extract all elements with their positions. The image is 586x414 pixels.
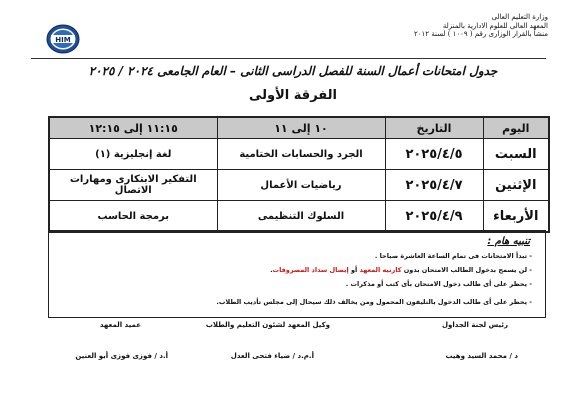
note-id-text-3: . (270, 266, 273, 274)
signature-title-dean: عميد المعهد (99, 321, 141, 329)
row-slot-2: برمجة الحاسب (49, 201, 217, 233)
row-date: ٢٠٢٥/٤/٩ (385, 201, 483, 233)
exam-schedule-table (48, 116, 550, 233)
row-day: السبت (483, 139, 549, 170)
note-id-text-2: أو (348, 266, 360, 274)
note-id-required (270, 266, 532, 274)
header-date: التاريخ (385, 117, 483, 139)
notes-title: تنبيه هام : (487, 236, 530, 247)
row-date: ٢٠٢٥/٤/٥ (385, 139, 483, 170)
table-header-row (49, 117, 549, 139)
signature-name-schedule-committee: د / محمد السيد وهيب (445, 352, 518, 360)
row-slot-1: رياضيات الأعمال (217, 170, 385, 201)
institute-logo (46, 24, 80, 54)
page-title: جدول امتحانات أعمال السنة للفصل الدراسى الثانى – العام الجامعى ٢٠٢٤ / ٢٠٢٥ (88, 64, 498, 78)
note-no-books: - يحظر على أى طالب دخول الامتحان بأى كتب أو مذكرات . (345, 280, 532, 288)
row-slot-2: التفكير الابتكارى ومهارات الاتصال (49, 170, 217, 201)
signature-title-schedule-committee: رئيس لجنة الجداول (441, 321, 508, 329)
note-no-phones: - يحظر على أى طالب الدخول بالتليفون المحمول ومن يخالف ذلك سيحال إلى مجلس تأديب الطلاب. (216, 298, 532, 306)
class-level: الفرقة الأولى (249, 88, 337, 103)
row-date: ٢٠٢٥/٤/٧ (385, 170, 483, 201)
row-day: الأربعاء (483, 201, 549, 233)
signature-name-vice-dean: أ.م.د / ضياء فتحى العدل (230, 352, 314, 360)
header-slot-1: ١٠ إلى ١١ (217, 117, 385, 139)
row-slot-2: لغة إنجليزية (١) (49, 139, 217, 170)
header-divider (31, 58, 546, 59)
note-start-time: - تبدأ الامتحانات فى تمام الساعة العاشرة صباحا . (374, 252, 532, 260)
logo-text: HIM (55, 35, 71, 44)
note-fee-receipt: إيصال سداد المصروفات (272, 266, 349, 274)
row-slot-1: الجرد والحسابات الختامية (217, 139, 385, 170)
institute-name: المعهد العالى للعلوم الادارية بالمنزلة (442, 21, 548, 30)
institution-header (414, 13, 548, 39)
note-id-card: كارنيه المعهد (359, 266, 402, 274)
table-row (49, 139, 549, 170)
signature-name-dean: أ.د / فوزى فوزى أبو العنين (75, 352, 168, 360)
note-id-text-1: - لن يسمح بدخول الطالب الامتحان بدون (401, 266, 532, 274)
row-slot-1: السلوك التنظيمى (217, 201, 385, 233)
table-row (49, 201, 549, 233)
header-slot-2: ١١:١٥ إلى ١٢:١٥ (49, 117, 217, 139)
decree-line: منشأ بالقرار الوزارى رقم ( ١٠٠٩ ) لسنة ٢٠١٢ (413, 30, 548, 38)
signature-title-vice-dean: وكيل المعهد لشئون التعليم والطلاب (205, 321, 330, 329)
ministry-name: وزارة التعليم العالى (491, 13, 548, 21)
table-row (49, 170, 549, 201)
row-day: الإثنين (483, 170, 549, 201)
header-day: اليوم (483, 117, 549, 139)
